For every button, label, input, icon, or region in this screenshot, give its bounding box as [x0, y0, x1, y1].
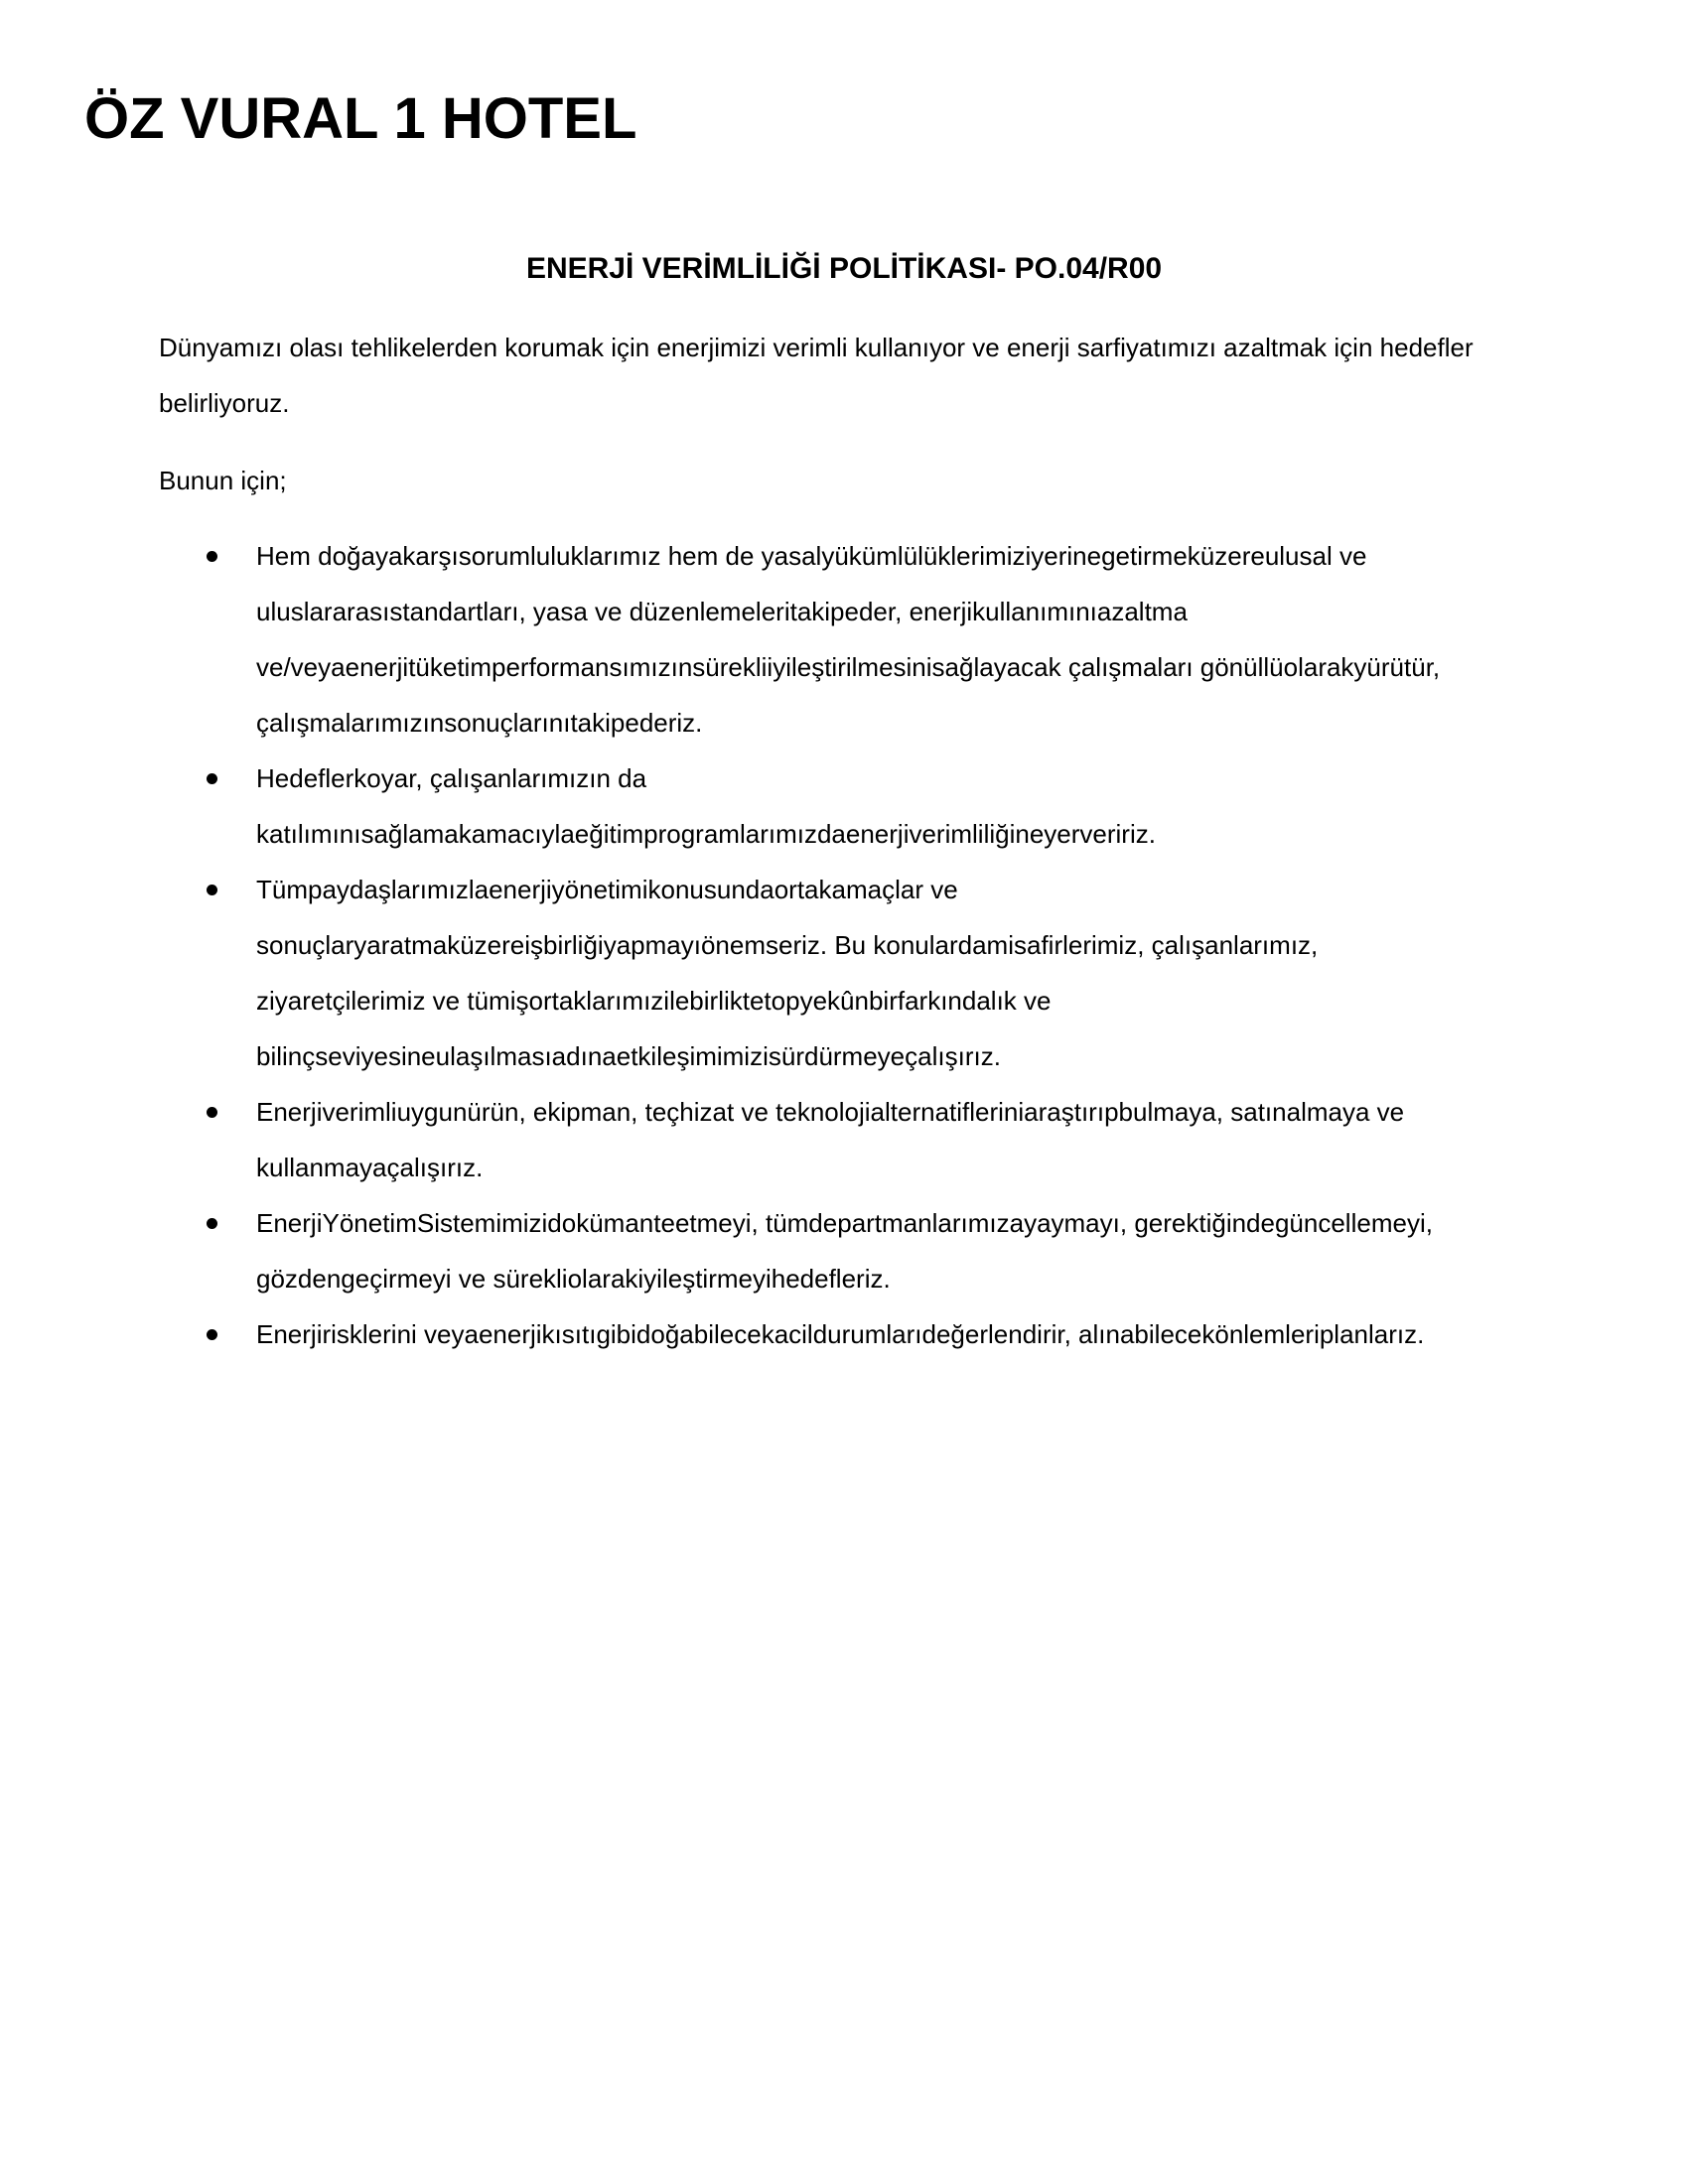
list-item-text: Enerjiverimliuygunürün, ekipman, teçhizat ve teknolojialternatifleriniaraştırıpbulmaya, satınalmaya ve kullanmayaçalışırız. [256, 1097, 1405, 1182]
list-item [159, 528, 1489, 751]
list-item-text: Hedeflerkoyar, çalışanlarımızın da katılımınısağlamakamacıylaeğitimprogramlarımızdaenerjiverimliliğineyerveririz. [256, 763, 1156, 849]
list-item [159, 1306, 1489, 1362]
list-item [159, 862, 1489, 1084]
hotel-name: ÖZ VURAL 1 HOTEL [84, 86, 637, 151]
bullet-icon [207, 551, 217, 562]
list-item [159, 751, 1489, 862]
policy-bullet-list [159, 528, 1489, 1362]
bullet-icon [207, 1329, 217, 1340]
intro-paragraph: Dünyamızı olası tehlikelerden korumak için enerjimizi verimli kullanıyor ve enerji sarfiyatımızı azaltmak için hedefler belirliyoruz. [159, 333, 1474, 418]
bullet-icon [207, 885, 217, 895]
list-item-text: EnerjiYönetimSistemimizidokümanteetmeyi, tümdepartmanlarımızayaymayı, gerektiğindegüncellemeyi, gözdengeçirmeyi ve sürekliolarakiyileştirmeyihedefleriz. [256, 1208, 1433, 1294]
policy-content [159, 320, 1489, 1362]
list-item [159, 1195, 1489, 1306]
list-item-text: Hem doğayakarşısorumluluklarımız hem de yasalyükümlülüklerimiziyerinegetirmeküzereulusal ve uluslararasıstandartları, yasa ve düzenlemeleritakipeder, enerjikullanımınıazaltma ve/veyaenerjitüketimperformansımızınsürekliiyileştirilmesinisağlayacak çalışmaları gönüllüolarakyürütür, çalışmalarımızınsonuçlarınıtakipederiz. [256, 541, 1441, 738]
bullet-icon [207, 1107, 217, 1118]
policy-title: ENERJİ VERİMLİLİĞİ POLİTİKASI- PO.04/R00 [525, 252, 1163, 285]
bullet-icon [207, 773, 217, 784]
lead-text: Bunun için; [159, 466, 287, 495]
bullet-icon [207, 1218, 217, 1229]
list-item-text: Enerjirisklerini veyaenerjikısıtıgibidoğabilecekacildurumlarıdeğerlendirir, alınabilecekönlemleriplanlarız. [256, 1319, 1425, 1349]
list-item-text: Tümpaydaşlarımızlaenerjiyönetimikonusundaortakamaçlar ve sonuçlaryaratmaküzereişbirliğiyapmayıönemseriz. Bu konulardamisafirlerimiz, çalışanlarımız, ziyaretçilerimiz ve tümişortaklarımızilebirliktetopyekûnbirfarkındalık ve bilinçseviyesineulaşılmasıadınaetkileşimimizisürdürmeyeçalışırız. [256, 875, 1319, 1071]
list-item [159, 1084, 1489, 1195]
